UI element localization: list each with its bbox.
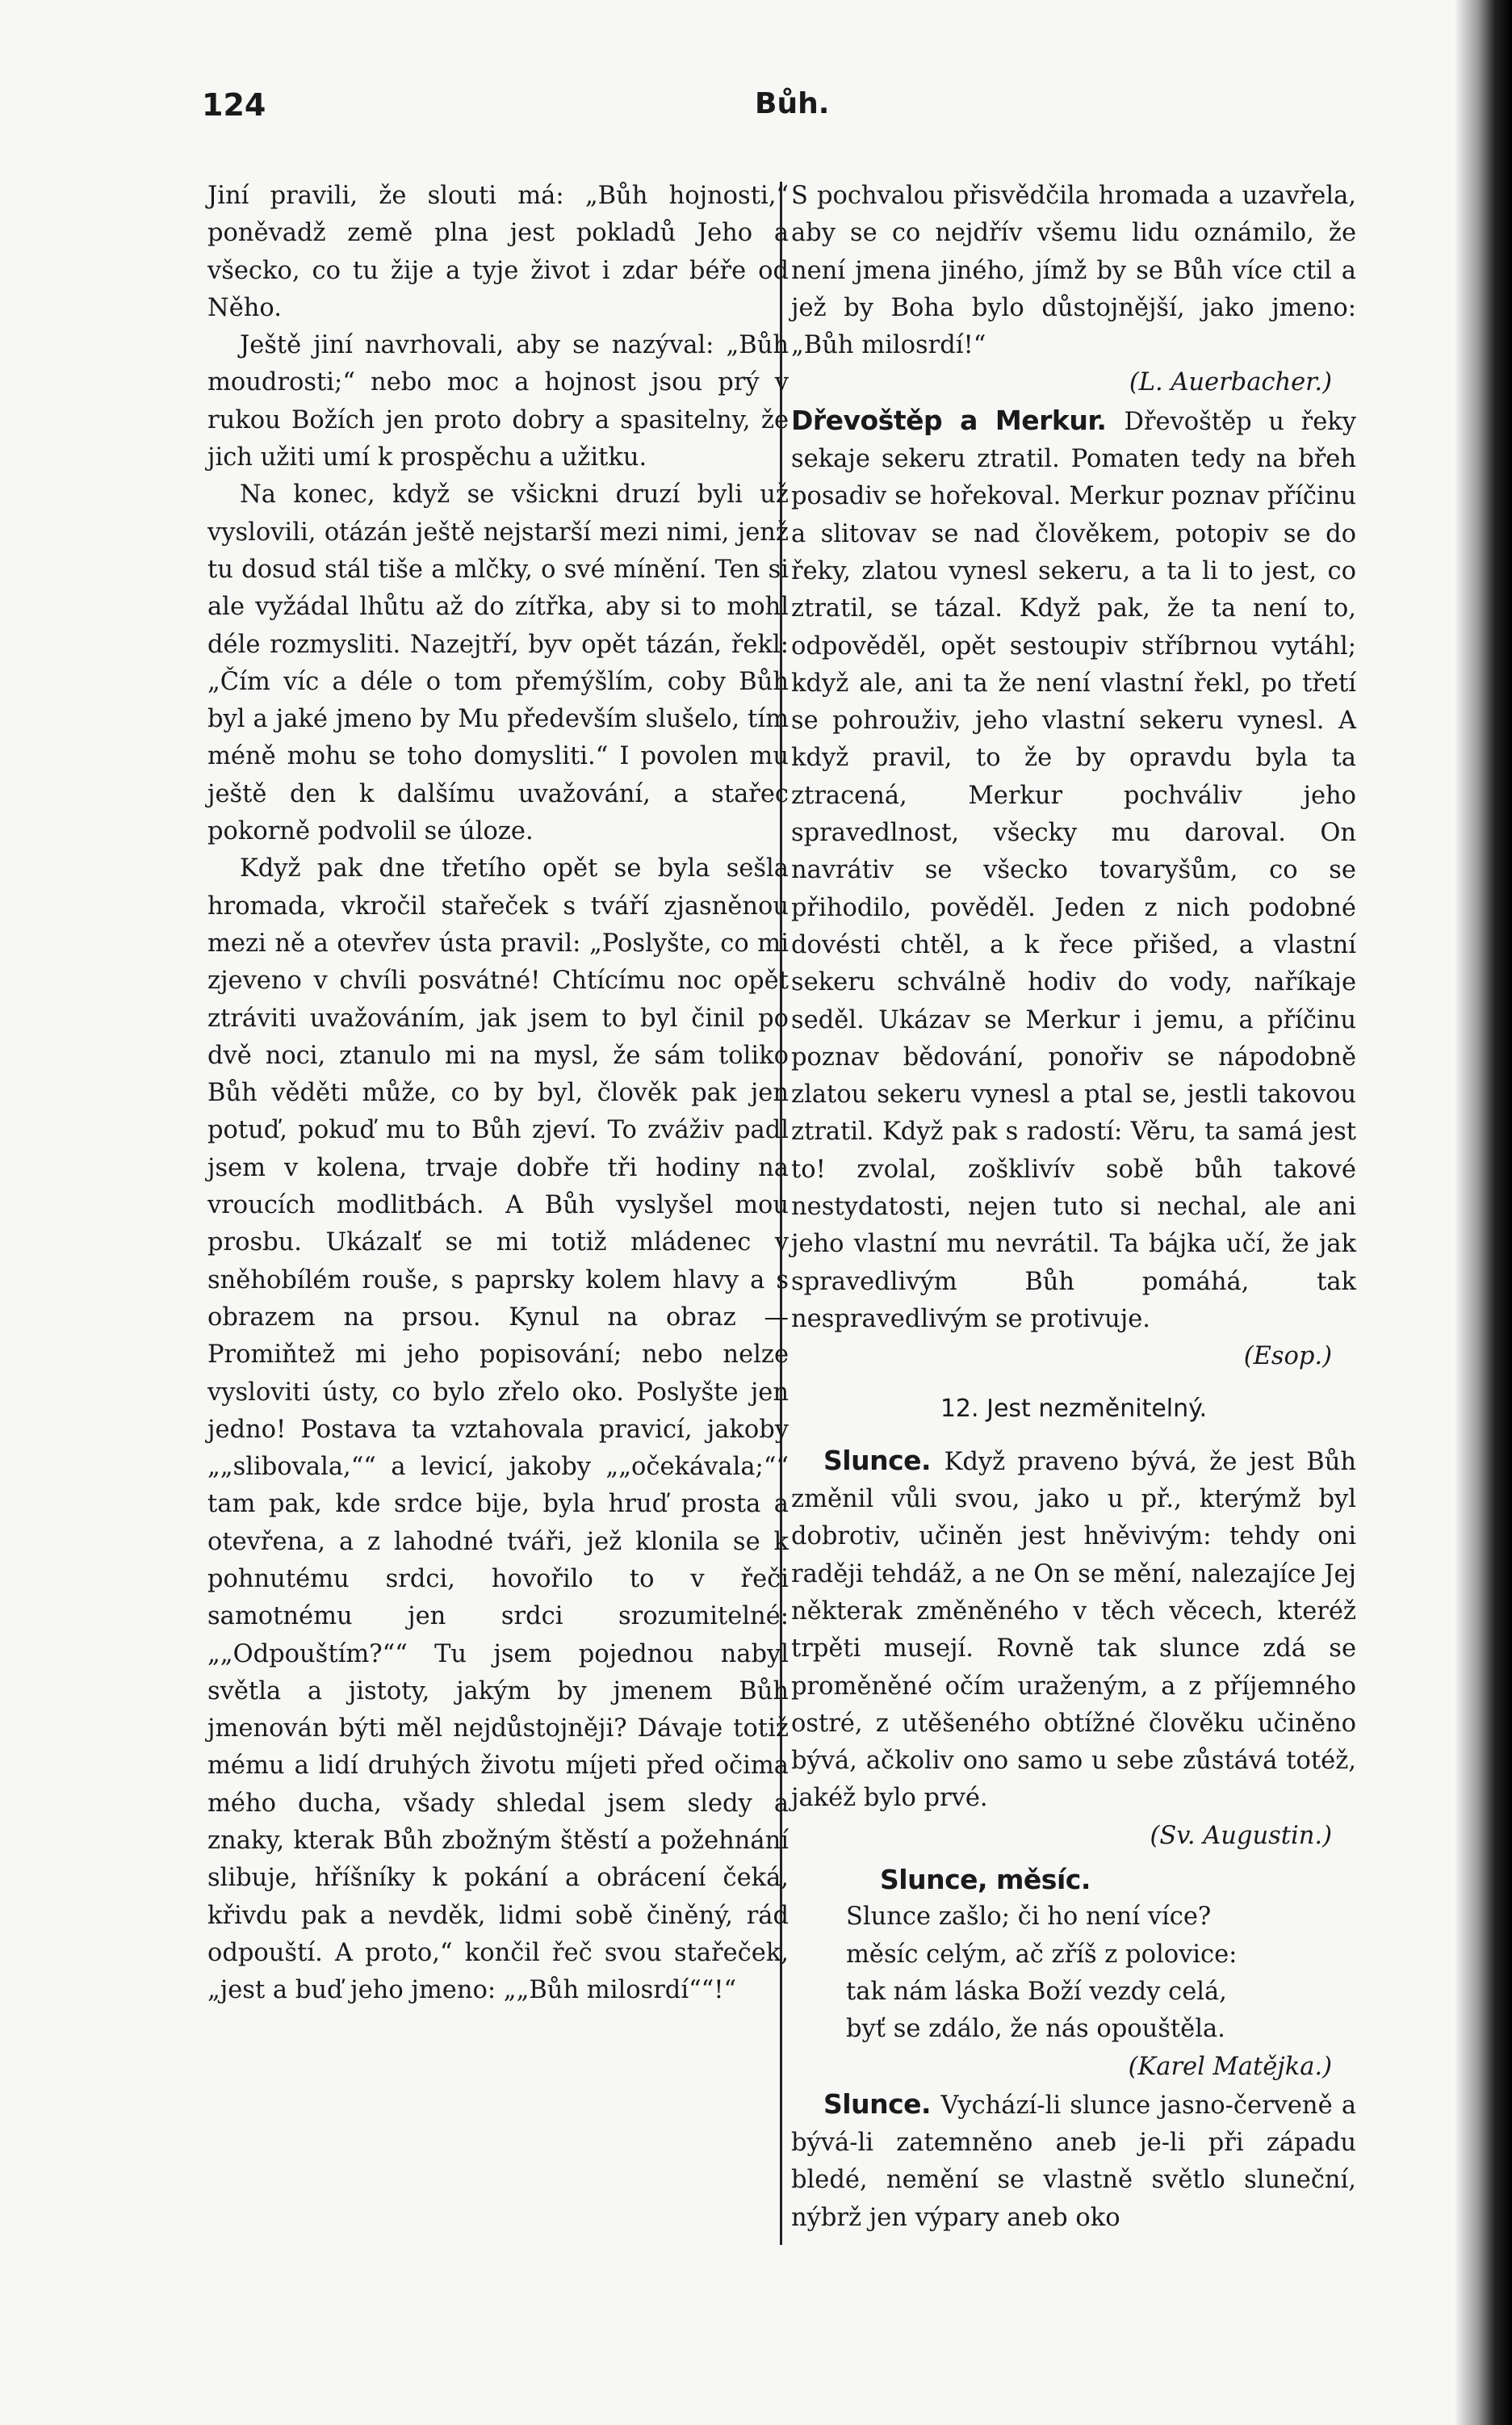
poem-line: Slunce zašlo; či ho není více? [846, 1903, 1212, 1932]
fable-entry [791, 402, 1356, 1338]
entry-text: Když praveno bývá, že jest Bůh změnil vůli svou, jako u př., kterýmž byl dobrotiv, učiněn jest hněvivým: tehdy oni raději tehdáž, a ne On se mění, nalezajíce Jej některak změněného v těch věcech, kteréž trpěti musejí. Rovně tak slunce zdá se proměněné očím uraženým, a z příjemného ostré, z utěšeného obtížné člověku učiněno bývá, ačkoliv ono samo u sebe zůstává totéž, jakéž bylo prvé. [791, 1447, 1356, 1813]
left-column [207, 178, 789, 2010]
right-column [791, 178, 1356, 2237]
sun2-entry [791, 2086, 1356, 2237]
poem-line: byť se zdálo, že nás opouštěla. [846, 2015, 1225, 2044]
entry-heading: Slunce. [823, 2087, 941, 2120]
poem-heading: Slunce, měsíc. [880, 1864, 1091, 1896]
poem-line: měsíc celým, ač zříš z polovice: [846, 1940, 1238, 1969]
source-citation: (Esop.) [1243, 1342, 1332, 1371]
running-title: Bůh. [755, 87, 830, 120]
paragraph: Ještě jiní navrhovali, aby se nazýval: „Bůh moudrosti;“ nebo moc a hojnost jsou prý v rukou Božích jen proto dobry a spasitelny, že jich užiti umí k prospěchu a užitku. [207, 331, 789, 472]
source-citation: (Karel Matějka.) [1128, 2052, 1332, 2081]
paragraph: S pochvalou přisvědčila hromada a uzavřela, aby se co nejdřív všemu lidu oznámilo, že není jmena jiného, jímž by se Bůh více ctil a jež by Boha bylo důstojnější, jako jmeno: „Bůh milosrdí!“ [791, 182, 1356, 360]
section-title: 12. Jest nezměnitelný. [940, 1394, 1208, 1423]
source-citation: (Sv. Augustin.) [1150, 1821, 1332, 1850]
entry-text: Dřevoštěp u řeky sekaje sekeru ztratil. Pomaten tedy na břeh posadiv se hořekoval. Merkur poznav příčinu a slitovav se nad člověkem, potopiv se do řeky, zlatou vynesl sekeru, a ta li to jest, co ztratil, se tázal. Když pak, že ta není to, odpověděl, opět sestoupiv stříbrnou vytáhl; když ale, ani ta že není vlastní řekl, po třetí se pohrouživ, jeho vlastní sekeru vynesl. A když pravil, to že by opravdu byla ta ztracená, Merkur pochváliv jeho spravedlnost, všecky mu daroval. On navrátiv se všecko tovaryšům, co se přihodilo, pověděl. Jeden z nich podobné dovésti chtěl, a k řece přišed, a vlastní sekeru schválně hodiv do vody, naříkaje seděl. Ukázav se Merkur i jemu, a příčinu poznav bědování, ponořiv se nápodobně zlatou sekeru vynesl a ptal se, jestli takovou ztratil. Když pak s radostí: Věru, ta samá jest to! zvolal, zošklivív sobě bůh takové nestydatosti, nejen tuto si nechal, ale ani jeho vlastní mu nevrátil. Ta bájka učí, že jak spravedlivým Bůh pomáhá, tak nespravedlivým se protivuje. [791, 407, 1356, 1333]
entry-heading: Dřevoštěp a Merkur. [791, 404, 1125, 436]
page-edge-shadow [1455, 0, 1512, 2425]
paragraph: Na konec, když se všickni druzí byli už vyslovili, otázán ještě nejstarší mezi nimi, jenž tu dosud stál tiše a mlčky, o své mínění. Ten si ale vyžádal lhůtu až do zítřka, aby si to mohl déle rozmysliti. Nazejtří, byv opět tázán, řekl: „Čím víc a déle o tom přemýšlím, coby Bůh byl a jaké jmeno by Mu především slušelo, tím méně mohu se toho domysliti.“ I povolen mu ještě den k dalšímu uvažování, a stařec pokorně podvolil se úloze. [207, 480, 789, 846]
sun-entry [791, 1442, 1356, 1818]
page-number: 124 [202, 87, 266, 123]
entry-heading: Slunce. [823, 1444, 944, 1476]
paragraph: Jiní pravili, že slouti má: „Bůh hojnosti,“ poněvadž země plna jest pokladů Jeho a všecko, co tu žije a tyje život i zdar béře od Něho. [207, 182, 789, 322]
paragraph: Když pak dne třetího opět se byla sešla hromada, vkročil stařeček s tváří zjasněnou mezi ně a otevřev ústa pravil: „Poslyšte, co mi zjeveno v chvíli posvátné! Chtícímu noc opět ztráviti uvažováním, jak jsem to byl činil po dvě noci, ztanulo mi na mysl, že sám toliko Bůh věděti může, co by byl, člověk pak jen potuď, pokuď mu to Bůh zjeví. To zváživ padl jsem v kolena, trvaje dobře tři hodiny na vroucích modlitbách. A Bůh vyslyšel mou prosbu. Ukázalť se mi totiž mládenec v sněhobílém rouše, s paprsky kolem hlavy a s obrazem na prsou. Kynul na obraz — Promiňtež mi jeho popisování; nebo nelze vysloviti ústy, co bylo zřelo oko. Poslyšte jen jedno! Postava ta vztahovala pravicí, jakoby „„slibovala,““ a levicí, jakoby „„očekávala;““ tam pak, kde srdce bije, byla hruď prosta a otevřena, a z lahodné tváři, jež klonila se k pohnutému srdci, hovořilo to v řeči samotnému jen srdci srozumitelné: „„Odpouštím?““ Tu jsem pojednou nabyl světla a jistoty, jakým by jmenem Bůh jmenován býti měl nejdůstojněji? Dávaje totiž mému a lidí druhých životu míjeti před očima mého ducha, všady shledal jsem sledy a znaky, kterak Bůh zbožným štěstí a požehnání slibuje, hříšníky k pokání a obrácení čeká, křivdu pak a nevděk, lidmi sobě činěný, rád odpouští. A proto,“ končil řeč svou stařeček, „jest a buď jeho jmeno: „„Bůh milosrdí““!“ [207, 854, 789, 2005]
entry-text: Vychází-li slunce jasno-červeně a bývá-li zatemněno aneb je-li při západu bledé, nemění se vlastně světlo sluneční, nýbrž jen výpary aneb oko [791, 2091, 1356, 2232]
poem [791, 1898, 1356, 2048]
poem-line: tak nám láska Boží vezdy celá, [846, 1977, 1227, 2006]
source-citation: (L. Auerbacher.) [1129, 368, 1332, 397]
